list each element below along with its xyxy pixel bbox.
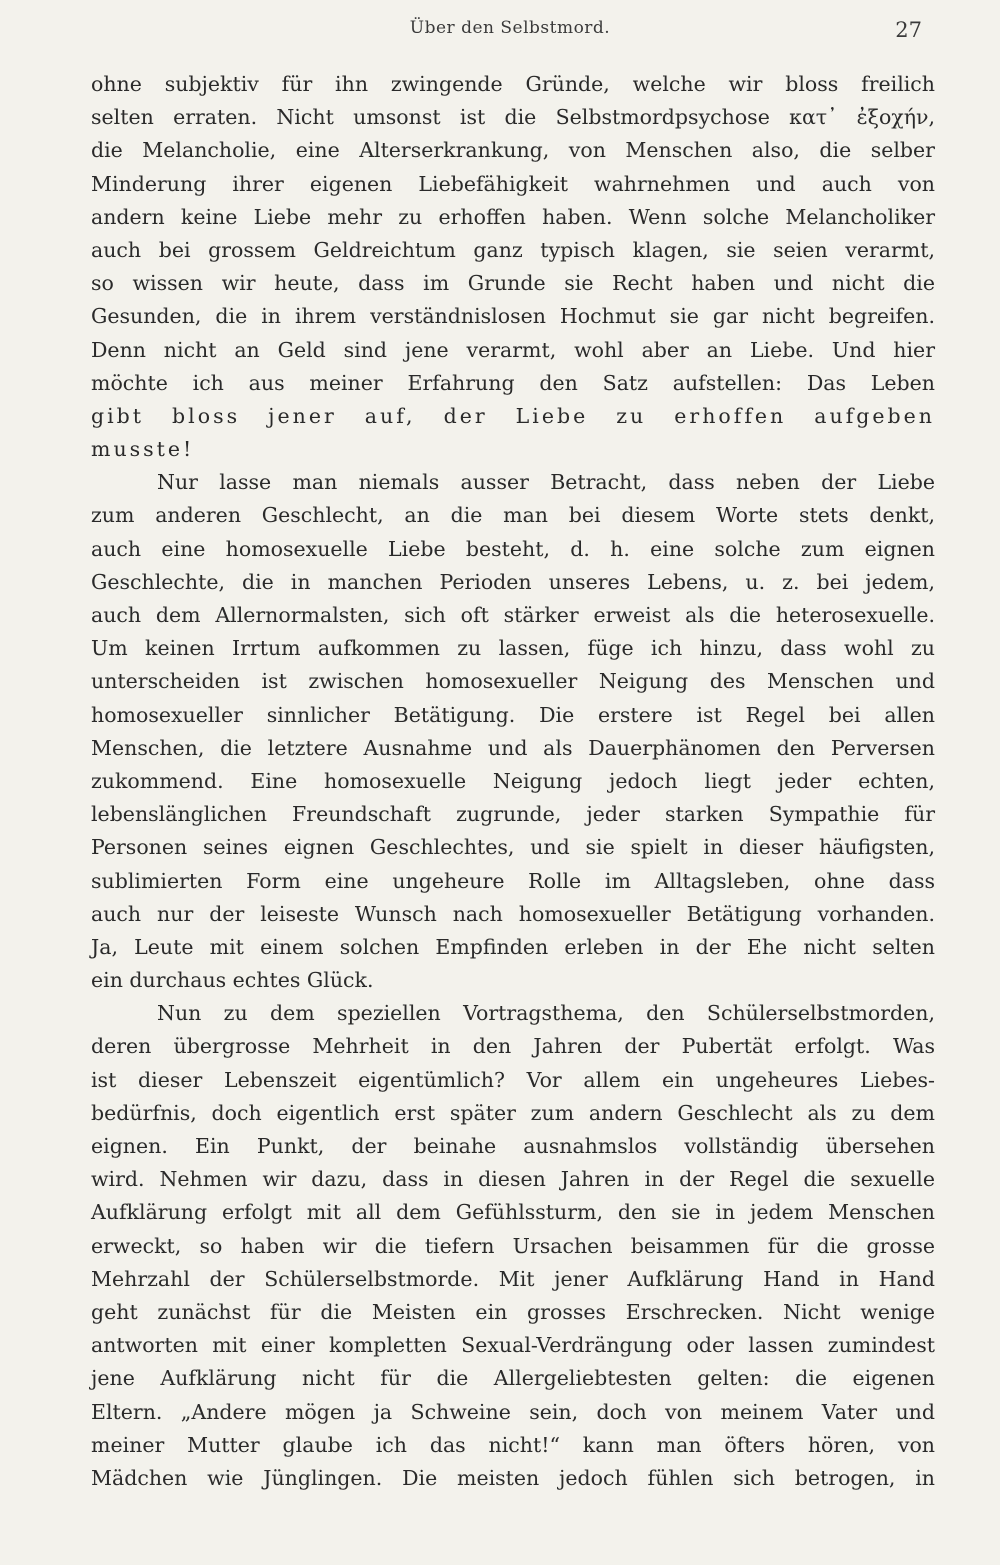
text-line: antworten mit einer kompletten Sexual-Verdrängung oder lassen zumindest: [91, 1333, 935, 1358]
text-line: jene Aufklärung nicht für die Allergeliebtesten gelten: die eigenen: [91, 1366, 935, 1391]
text-line: wird. Nehmen wir dazu, dass in diesen Jahren in der Regel die sexuelle: [91, 1167, 935, 1192]
text-line: Gesunden, die in ihrem verständnislosen Hochmut sie gar nicht begreifen.: [91, 304, 935, 329]
text-line: Denn nicht an Geld sind jene verarmt, wohl aber an Liebe. Und hier: [91, 337, 935, 362]
paragraph-first-line: Nur lasse man niemals ausser Betracht, dass neben der Liebe: [157, 470, 935, 495]
text-line: erweckt, so haben wir die tiefern Ursachen beisammen für die grosse: [91, 1233, 935, 1258]
text-line: selten erraten. Nicht umsonst ist die Selbstmordpsychose κατ᾽ ἐξοχήν,: [91, 105, 935, 130]
running-head: Über den Selbstmord.: [409, 18, 611, 38]
text-line: deren übergrosse Mehrheit in den Jahren der Pubertät erfolgt. Was: [91, 1034, 935, 1059]
text-line: möchte ich aus meiner Erfahrung den Satz aufstellen: Das Leben: [91, 370, 935, 395]
text-line: ohne subjektiv für ihn zwingende Gründe, welche wir bloss freilich: [91, 72, 935, 96]
text-line: Menschen, die letztere Ausnahme und als Dauerphänomen den Perversen: [91, 735, 935, 760]
text-line: unterscheiden ist zwischen homosexueller Neigung des Menschen und: [91, 669, 935, 694]
text-line: auch dem Allernormalsten, sich oft stärker erweist als die heterosexuelle.: [91, 603, 935, 627]
text-line: sublimierten Form eine ungeheure Rolle im Alltagsleben, ohne dass: [91, 868, 935, 893]
text-line-emphasis: gibt bloss jener auf, der Liebe zu erhoffen aufgeben: [91, 403, 935, 428]
text-line: Personen seines eignen Geschlechtes, und sie spielt in dieser häufigsten,: [91, 835, 935, 860]
page-header: [90, 18, 930, 48]
text-line: meiner Mutter glaube ich das nicht!“ kann man öfters hören, von: [91, 1432, 935, 1457]
text-line: Minderung ihrer eigenen Liebefähigkeit wahrnehmen und auch von: [91, 171, 935, 196]
page-number: 27: [895, 18, 922, 42]
text-line: homosexueller sinnlicher Betätigung. Die erstere ist Regel bei allen: [91, 702, 935, 727]
text-line: geht zunächst für die Meisten ein grosses Erschrecken. Nicht wenige: [91, 1299, 935, 1324]
text-line: zukommend. Eine homosexuelle Neigung jedoch liegt jeder echten,: [91, 768, 935, 793]
text-line: Um keinen Irrtum aufkommen zu lassen, füge ich hinzu, dass wohl zu: [91, 636, 935, 661]
paragraph-first-line: Nun zu dem speziellen Vortragsthema, den Schülerselbstmorden,: [157, 1001, 935, 1026]
text-line: lebenslänglichen Freundschaft zugrunde, jeder starken Sympathie für: [91, 802, 935, 827]
paragraph-last-line: ein durchaus echtes Glück.: [91, 968, 374, 993]
text-line: so wissen wir heute, dass im Grunde sie Recht haben und nicht die: [91, 271, 935, 296]
text-line-emphasis: musste!: [91, 437, 195, 462]
text-line: auch bei grossem Geldreichtum ganz typisch klagen, sie seien verarmt,: [91, 237, 935, 262]
text-line: Eltern. „Andere mögen ja Schweine sein, doch von meinem Vater und: [91, 1399, 935, 1424]
text-line: Mädchen wie Jünglingen. Die meisten jedoch fühlen sich betrogen, in: [91, 1465, 935, 1490]
text-line: zum anderen Geschlecht, an die man bei diesem Worte stets denkt,: [91, 503, 935, 528]
text-line: auch eine homosexuelle Liebe besteht, d. h. eine solche zum eignen: [91, 536, 935, 561]
text-line: die Melancholie, eine Alterserkrankung, von Menschen also, die selber: [91, 138, 935, 163]
text-line: Aufklärung erfolgt mit all dem Gefühlssturm, den sie in jedem Menschen: [91, 1200, 935, 1225]
text-line: Mehrzahl der Schülerselbstmorde. Mit jener Aufklärung Hand in Hand: [91, 1266, 935, 1291]
text-line: bedürfnis, doch eigentlich erst später zum andern Geschlecht als zu dem: [91, 1100, 935, 1125]
text-line: Geschlechte, die in manchen Perioden unseres Lebens, u. z. bei jedem,: [91, 569, 935, 594]
body-text: [91, 68, 935, 1495]
text-line: auch nur der leiseste Wunsch nach homosexueller Betätigung vorhanden.: [91, 901, 935, 926]
text-line: Ja, Leute mit einem solchen Empfinden erleben in der Ehe nicht selten: [91, 934, 935, 959]
text-line: andern keine Liebe mehr zu erhoffen haben. Wenn solche Melancholiker: [91, 204, 935, 229]
text-line: eignen. Ein Punkt, der beinahe ausnahmslos vollständig übersehen: [91, 1134, 935, 1158]
text-line: ist dieser Lebenszeit eigentümlich? Vor allem ein ungeheures Liebes-: [91, 1067, 935, 1092]
